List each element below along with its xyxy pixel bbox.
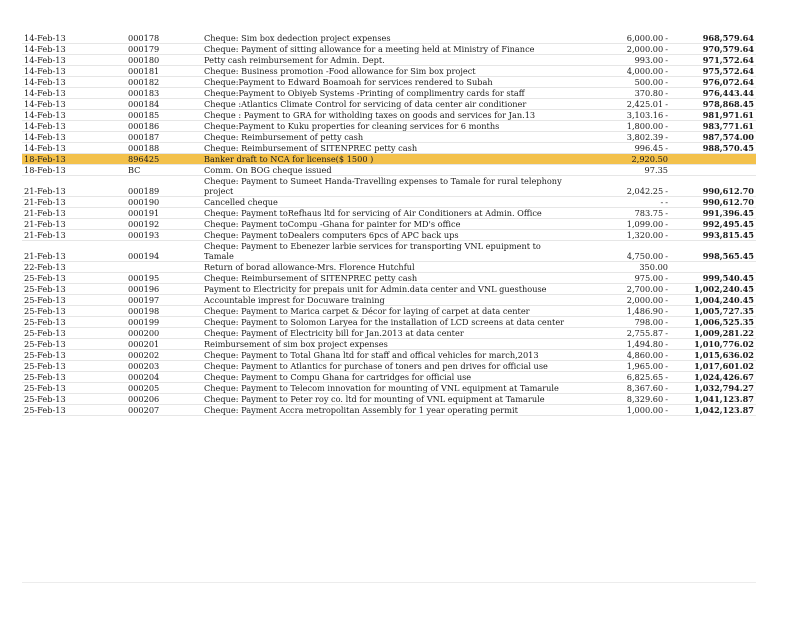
entry-balance: 988,570.45: [670, 143, 756, 154]
ledger-body: [22, 33, 756, 416]
amount-value: -: [660, 197, 664, 207]
amount-value: 798.00: [634, 317, 664, 327]
entry-description: Cheque: Payment toDealers computers 6pcs of APC back ups: [202, 230, 574, 241]
entry-description: Return of borad allowance-Mrs. Florence Hutchful: [202, 262, 574, 273]
entry-date: 25-Feb-13: [22, 284, 126, 295]
entry-ref: 000195: [126, 273, 202, 284]
entry-ref: 000191: [126, 208, 202, 219]
entry-balance: [670, 262, 756, 273]
entry-ref: 000179: [126, 44, 202, 55]
entry-date: 14-Feb-13: [22, 33, 126, 44]
amount-dash: -: [665, 394, 668, 404]
amount-dash: -: [665, 99, 668, 109]
entry-date: 25-Feb-13: [22, 372, 126, 383]
entry-ref: 000204: [126, 372, 202, 383]
entry-description: Cheque: Payment to Telecom innovation for mounting of VNL equipment at Tamarule: [202, 383, 574, 394]
amount-value: 1,486.90: [626, 306, 664, 316]
entry-date: 21-Feb-13: [22, 197, 126, 208]
table-row: [22, 219, 756, 230]
entry-description: Cheque: Reimbursement of SITENPREC petty cash: [202, 143, 574, 154]
entry-date: 14-Feb-13: [22, 121, 126, 132]
entry-date: 21-Feb-13: [22, 208, 126, 219]
entry-balance: 971,572.64: [670, 55, 756, 66]
entry-amount: [574, 176, 670, 197]
entry-amount: [574, 55, 670, 66]
entry-date: 21-Feb-13: [22, 230, 126, 241]
table-row: [22, 165, 756, 176]
entry-date: 14-Feb-13: [22, 110, 126, 121]
entry-balance: 990,612.70: [670, 197, 756, 208]
entry-amount: [574, 339, 670, 350]
entry-amount: [574, 154, 670, 165]
amount-dash: -: [665, 350, 668, 360]
amount-dash: -: [665, 372, 668, 382]
entry-amount: [574, 44, 670, 55]
entry-description: Payment to Electricity for prepais unit for Admin.data center and VNL guesthouse: [202, 284, 574, 295]
entry-date: 14-Feb-13: [22, 132, 126, 143]
entry-amount: [574, 394, 670, 405]
amount-dash: -: [665, 405, 668, 415]
entry-date: 21-Feb-13: [22, 176, 126, 197]
amount-dash: -: [665, 110, 668, 120]
amount-value: 996.45: [634, 143, 664, 153]
entry-ref: 000187: [126, 132, 202, 143]
entry-description: Petty cash reimbursement for Admin. Dept.: [202, 55, 574, 66]
amount-value: 993.00: [634, 55, 664, 65]
entry-ref: 000203: [126, 361, 202, 372]
table-row: [22, 208, 756, 219]
entry-amount: [574, 165, 670, 176]
entry-date: 25-Feb-13: [22, 394, 126, 405]
entry-balance: [670, 165, 756, 176]
amount-value: 1,965.00: [626, 361, 664, 371]
amount-dash: -: [665, 44, 668, 54]
entry-balance: 978,868.45: [670, 99, 756, 110]
amount-dash: -: [665, 339, 668, 349]
entry-description: Cheque: Payment to Peter roy co. ltd for mounting of VNL equipment at Tamarule: [202, 394, 574, 405]
entry-ref: 000182: [126, 77, 202, 88]
entry-amount: [574, 372, 670, 383]
entry-date: 22-Feb-13: [22, 262, 126, 273]
entry-balance: 981,971.61: [670, 110, 756, 121]
entry-ref: 000181: [126, 66, 202, 77]
entry-ref: 000200: [126, 328, 202, 339]
entry-amount: [574, 66, 670, 77]
amount-value: 2,000.00: [626, 44, 664, 54]
amount-dash: -: [665, 143, 668, 153]
table-row: [22, 328, 756, 339]
entry-amount: [574, 121, 670, 132]
table-row: [22, 44, 756, 55]
amount-value: 2,700.00: [626, 284, 664, 294]
amount-value: 4,860.00: [626, 350, 664, 360]
entry-amount: [574, 241, 670, 262]
entry-ref: 000189: [126, 176, 202, 197]
entry-balance: 968,579.64: [670, 33, 756, 44]
entry-amount: [574, 262, 670, 273]
entry-date: 14-Feb-13: [22, 77, 126, 88]
table-row: [22, 77, 756, 88]
table-row: [22, 121, 756, 132]
entry-amount: [574, 132, 670, 143]
entry-amount: [574, 143, 670, 154]
amount-value: 3,802.39: [626, 132, 664, 142]
entry-amount: [574, 99, 670, 110]
amount-dash: -: [665, 230, 668, 240]
entry-description: Cheque: Payment to Marica carpet & Décor for laying of carpet at data center: [202, 306, 574, 317]
entry-description: Cheque: Payment to Sumeet Handa-Travelling expenses to Tamale for rural telephony project: [202, 176, 574, 197]
entry-balance: 970,579.64: [670, 44, 756, 55]
amount-dash: -: [665, 219, 668, 229]
entry-balance: 976,443.44: [670, 88, 756, 99]
amount-dash: -: [665, 121, 668, 131]
entry-date: 18-Feb-13: [22, 154, 126, 165]
entry-description: Banker draft to NCA for license($ 1500 ): [202, 154, 574, 165]
table-row: [22, 176, 756, 197]
table-row: [22, 284, 756, 295]
ledger-table: [22, 33, 756, 416]
entry-date: 14-Feb-13: [22, 143, 126, 154]
table-row: [22, 273, 756, 284]
entry-balance: 975,572.64: [670, 66, 756, 77]
amount-dash: -: [665, 55, 668, 65]
entry-balance: 1,004,240.45: [670, 295, 756, 306]
amount-dash: -: [665, 284, 668, 294]
table-row: [22, 372, 756, 383]
entry-description: Cheque:Payment to Obiyeb Systems -Printing of complimentry cards for staff: [202, 88, 574, 99]
amount-value: 350.00: [639, 262, 668, 272]
entry-date: 25-Feb-13: [22, 306, 126, 317]
ledger-sheet: [22, 33, 756, 416]
bottom-rule: [22, 582, 756, 583]
amount-dash: -: [665, 33, 668, 43]
table-row: [22, 262, 756, 273]
entry-amount: [574, 306, 670, 317]
table-row: [22, 295, 756, 306]
amount-dash: -: [665, 197, 668, 207]
amount-value: 370.80: [634, 88, 664, 98]
amount-value: 500.00: [634, 77, 664, 87]
amount-value: 1,800.00: [626, 121, 664, 131]
entry-ref: 000190: [126, 197, 202, 208]
entry-amount: [574, 284, 670, 295]
entry-description: Cheque : Payment to GRA for witholding taxes on goods and services for Jan.13: [202, 110, 574, 121]
entry-balance: 1,041,123.87: [670, 394, 756, 405]
table-row: [22, 306, 756, 317]
table-row: [22, 33, 756, 44]
entry-description: Cheque: Payment toRefhaus ltd for servicing of Air Conditioners at Admin. Office: [202, 208, 574, 219]
entry-amount: [574, 295, 670, 306]
entry-date: 21-Feb-13: [22, 241, 126, 262]
entry-amount: [574, 405, 670, 416]
entry-amount: [574, 317, 670, 328]
entry-ref: BC: [126, 165, 202, 176]
table-row: [22, 383, 756, 394]
entry-balance: 992,495.45: [670, 219, 756, 230]
entry-amount: [574, 77, 670, 88]
entry-balance: 1,006,525.35: [670, 317, 756, 328]
entry-balance: 1,010,776.02: [670, 339, 756, 350]
entry-amount: [574, 273, 670, 284]
entry-ref: 000180: [126, 55, 202, 66]
entry-ref: 000186: [126, 121, 202, 132]
entry-date: 25-Feb-13: [22, 350, 126, 361]
amount-dash: -: [665, 88, 668, 98]
entry-balance: 1,017,601.02: [670, 361, 756, 372]
table-row: [22, 230, 756, 241]
entry-date: 14-Feb-13: [22, 88, 126, 99]
entry-ref: 896425: [126, 154, 202, 165]
entry-ref: 000185: [126, 110, 202, 121]
amount-value: 2,042.25: [626, 186, 664, 196]
entry-balance: 990,612.70: [670, 176, 756, 197]
amount-value: 4,750.00: [626, 251, 664, 261]
entry-ref: 000196: [126, 284, 202, 295]
table-row: [22, 339, 756, 350]
entry-description: Comm. On BOG cheque issued: [202, 165, 574, 176]
entry-balance: 991,396.45: [670, 208, 756, 219]
amount-value: 2,755.87: [626, 328, 664, 338]
entry-date: 14-Feb-13: [22, 99, 126, 110]
entry-balance: 1,009,281.22: [670, 328, 756, 339]
entry-date: 25-Feb-13: [22, 317, 126, 328]
amount-value: 783.75: [634, 208, 664, 218]
entry-balance: 1,015,636.02: [670, 350, 756, 361]
entry-date: 18-Feb-13: [22, 165, 126, 176]
entry-amount: [574, 110, 670, 121]
amount-value: 6,825.65: [626, 372, 664, 382]
amount-value: 2,000.00: [626, 295, 664, 305]
entry-description: Cancelled cheque: [202, 197, 574, 208]
table-row: [22, 241, 756, 262]
entry-date: 25-Feb-13: [22, 273, 126, 284]
entry-amount: [574, 383, 670, 394]
amount-dash: -: [665, 77, 668, 87]
entry-description: Accountable imprest for Docuware training: [202, 295, 574, 306]
entry-description: Cheque:Payment to Edward Boamoah for services rendered to Subah: [202, 77, 574, 88]
entry-balance: 998,565.45: [670, 241, 756, 262]
entry-description: Cheque: Business promotion -Food allowance for Sim box project: [202, 66, 574, 77]
amount-dash: -: [665, 251, 668, 261]
amount-dash: -: [665, 361, 668, 371]
entry-description: Cheque: Payment Accra metropolitan Assembly for 1 year operating permit: [202, 405, 574, 416]
amount-value: 1,000.00: [626, 405, 664, 415]
table-row: [22, 197, 756, 208]
table-row: [22, 143, 756, 154]
entry-balance: [670, 154, 756, 165]
entry-description: Cheque: Payment to Atlantics for purchase of toners and pen drives for official use: [202, 361, 574, 372]
amount-dash: -: [665, 186, 668, 196]
entry-description: Cheque: Payment of Electricity bill for Jan.2013 at data center: [202, 328, 574, 339]
table-row: [22, 361, 756, 372]
table-row: [22, 154, 756, 165]
amount-value: 1,494.80: [626, 339, 664, 349]
entry-date: 14-Feb-13: [22, 44, 126, 55]
entry-ref: 000178: [126, 33, 202, 44]
entry-description: Cheque: Payment to Compu Ghana for cartridges for official use: [202, 372, 574, 383]
amount-dash: -: [665, 328, 668, 338]
entry-amount: [574, 230, 670, 241]
amount-dash: -: [665, 66, 668, 76]
entry-ref: 000184: [126, 99, 202, 110]
table-row: [22, 66, 756, 77]
entry-date: 14-Feb-13: [22, 55, 126, 66]
entry-amount: [574, 88, 670, 99]
entry-description: Cheque:Payment to Kuku properties for cleaning services for 6 months: [202, 121, 574, 132]
amount-value: 4,000.00: [626, 66, 664, 76]
table-row: [22, 88, 756, 99]
entry-balance: 976,072.64: [670, 77, 756, 88]
entry-description: Cheque: Payment to Solomon Laryea for the installation of LCD screens at data center: [202, 317, 574, 328]
table-row: [22, 132, 756, 143]
table-row: [22, 99, 756, 110]
entry-description: Cheque: Sim box dedection project expenses: [202, 33, 574, 44]
entry-description: Cheque :Atlantics Climate Control for servicing of data center air conditioner: [202, 99, 574, 110]
entry-balance: 1,042,123.87: [670, 405, 756, 416]
entry-description: Cheque: Payment toCompu -Ghana for painter for MD's office: [202, 219, 574, 230]
table-row: [22, 317, 756, 328]
amount-dash: -: [665, 306, 668, 316]
amount-value: 8,329.60: [626, 394, 664, 404]
amount-dash: -: [665, 317, 668, 327]
entry-amount: [574, 219, 670, 230]
entry-ref: [126, 262, 202, 273]
table-row: [22, 405, 756, 416]
entry-amount: [574, 33, 670, 44]
amount-dash: -: [665, 383, 668, 393]
entry-ref: 000183: [126, 88, 202, 99]
entry-balance: 1,005,727.35: [670, 306, 756, 317]
entry-amount: [574, 208, 670, 219]
entry-date: 25-Feb-13: [22, 339, 126, 350]
entry-ref: 000207: [126, 405, 202, 416]
entry-balance: 999,540.45: [670, 273, 756, 284]
entry-date: 25-Feb-13: [22, 405, 126, 416]
amount-value: 97.35: [644, 165, 668, 175]
entry-date: 25-Feb-13: [22, 328, 126, 339]
entry-ref: 000192: [126, 219, 202, 230]
entry-amount: [574, 361, 670, 372]
entry-description: Cheque: Reimbursement of SITENPREC petty cash: [202, 273, 574, 284]
entry-description: Reimbursement of sim box project expenses: [202, 339, 574, 350]
amount-value: 8,367.60: [626, 383, 664, 393]
entry-description: Cheque: Payment to Ebenezer larbie services for transporting VNL epuipment to Tamale: [202, 241, 574, 262]
amount-dash: -: [665, 208, 668, 218]
table-row: [22, 110, 756, 121]
entry-amount: [574, 328, 670, 339]
entry-date: 25-Feb-13: [22, 295, 126, 306]
entry-ref: 000194: [126, 241, 202, 262]
entry-ref: 000197: [126, 295, 202, 306]
amount-dash: -: [665, 273, 668, 283]
amount-value: 975.00: [634, 273, 664, 283]
entry-description: Cheque: Payment to Total Ghana ltd for staff and offical vehicles for march,2013: [202, 350, 574, 361]
entry-amount: [574, 197, 670, 208]
amount-value: 1,099.00: [626, 219, 664, 229]
amount-value: 1,320.00: [626, 230, 664, 240]
entry-balance: 1,024,426.67: [670, 372, 756, 383]
entry-balance: 983,771.61: [670, 121, 756, 132]
amount-value: 2,425.01: [626, 99, 664, 109]
amount-value: 6,000.00: [626, 33, 664, 43]
entry-balance: 987,574.00: [670, 132, 756, 143]
entry-date: 25-Feb-13: [22, 383, 126, 394]
amount-value: 3,103.16: [626, 110, 664, 120]
entry-ref: 000206: [126, 394, 202, 405]
entry-balance: 1,002,240.45: [670, 284, 756, 295]
amount-value: 2,920.50: [631, 154, 668, 164]
table-row: [22, 55, 756, 66]
entry-ref: 000188: [126, 143, 202, 154]
entry-description: Cheque: Reimbursement of petty cash: [202, 132, 574, 143]
entry-date: 25-Feb-13: [22, 361, 126, 372]
amount-dash: -: [665, 295, 668, 305]
table-row: [22, 350, 756, 361]
entry-balance: 1,032,794.27: [670, 383, 756, 394]
entry-date: 21-Feb-13: [22, 219, 126, 230]
amount-dash: -: [665, 132, 668, 142]
entry-ref: 000193: [126, 230, 202, 241]
entry-ref: 000205: [126, 383, 202, 394]
entry-description: Cheque: Payment of sitting allowance for a meeting held at Ministry of Finance: [202, 44, 574, 55]
entry-ref: 000199: [126, 317, 202, 328]
table-row: [22, 394, 756, 405]
entry-amount: [574, 350, 670, 361]
entry-date: 14-Feb-13: [22, 66, 126, 77]
entry-ref: 000202: [126, 350, 202, 361]
entry-balance: 993,815.45: [670, 230, 756, 241]
entry-ref: 000198: [126, 306, 202, 317]
entry-ref: 000201: [126, 339, 202, 350]
